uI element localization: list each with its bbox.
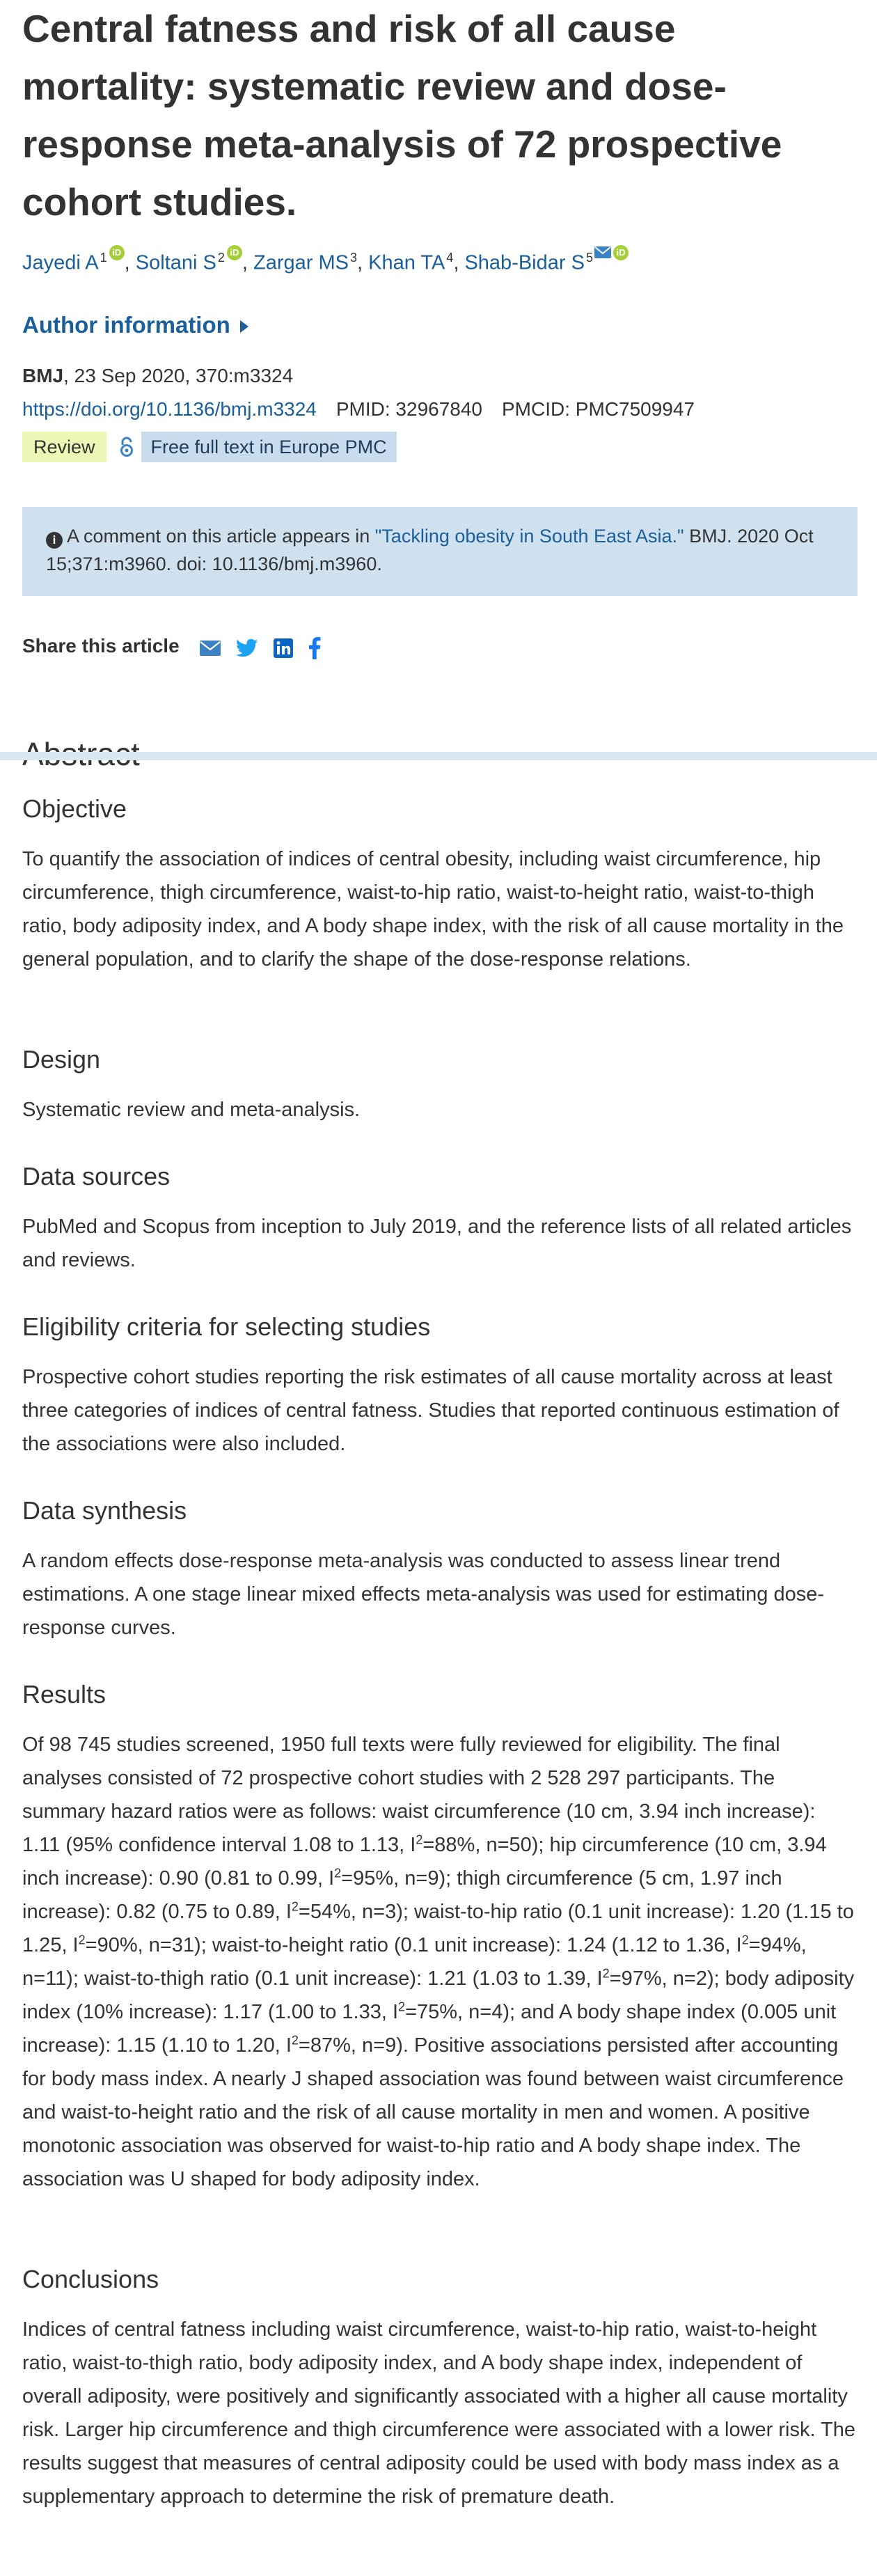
email-icon[interactable] — [594, 246, 611, 258]
comment-suffix: BMJ. 2020 Oct 15;371:m3960. doi: 10.1136/bmj.m3960. — [46, 526, 814, 574]
author-list — [22, 244, 858, 277]
author-link[interactable]: Jayedi A — [22, 251, 99, 274]
twitter-icon[interactable] — [236, 638, 258, 658]
comment-prefix: A comment on this article appears in — [67, 526, 375, 547]
share-icons — [200, 634, 330, 661]
author-affiliation: 3 — [349, 251, 357, 265]
eligibility-text: Prospective cohort studies reporting the risk estimates of all cause mortality across at least three categories of indices of central fatness. Studies that reported continuous estimation of the associations were also included. — [22, 1366, 839, 1455]
eligibility-heading: Eligibility criteria for selecting studies — [22, 1312, 431, 1341]
comment-article-link[interactable]: "Tackling obesity in South East Asia." — [374, 526, 684, 547]
caret-right-icon — [240, 320, 248, 333]
data-synthesis-text: A random effects dose-response meta-analysis was conducted to assess linear trend estimations. A one stage linear mixed effects meta-analysis was used for estimating dose-response curves. — [22, 1550, 824, 1639]
objective-heading: Objective — [22, 794, 127, 823]
author-link[interactable]: Khan TA — [368, 251, 445, 274]
journal-name: BMJ — [22, 365, 64, 386]
author-separator: , — [357, 251, 369, 274]
author-affiliation: 5 — [585, 251, 593, 265]
conclusions-heading: Conclusions — [22, 2265, 159, 2293]
linkedin-icon[interactable] — [274, 638, 293, 658]
design-text: Systematic review and meta-analysis. — [22, 1099, 361, 1121]
free-full-text-badge[interactable]: Free full text in Europe PMC — [141, 432, 397, 462]
data-synthesis-heading: Data synthesis — [22, 1496, 187, 1525]
design-heading: Design — [22, 1045, 101, 1074]
facebook-icon[interactable] — [308, 637, 321, 659]
author-separator: , — [242, 251, 253, 274]
author-link[interactable]: Shab-Bidar S — [464, 251, 585, 274]
share-label: Share this article — [22, 635, 180, 657]
review-badge: Review — [22, 432, 106, 462]
share-bar — [22, 632, 331, 661]
author-affiliation: 2 — [217, 251, 225, 265]
results-heading: Results — [22, 1680, 106, 1709]
open-access-icon — [119, 437, 134, 457]
author-link[interactable]: Soltani S — [135, 251, 216, 274]
citation-details: , 23 Sep 2020, 370:m3324 — [63, 365, 294, 386]
orcid-icon[interactable]: iD — [613, 245, 629, 260]
badge-row — [22, 432, 397, 465]
author-link[interactable]: Zargar MS — [253, 251, 349, 274]
article-title: Central fatness and risk of all cause mortality: systematic review and dose-response meta-analysis of 72 prospective cohort studies. — [22, 7, 782, 223]
info-icon: i — [46, 532, 63, 549]
results-text: Of 98 745 studies screened, 1950 full texts were fully reviewed for eligibility. The final analyses consisted of 72 prospective cohort studies with 2 528 297 participants. The summary hazard ratios were as follows: waist circumference (10 cm, 3.94 inch increase): 1.11 (95% confidence interval 1.08 to 1.13, $I^2=88\%$, n=50); hip circumference (10 cm, 3.94 inch increase): 0.90 (0.81 to 0.99, $I^2=95\%$, n=9); thigh circumference (5 cm, 1.97 inch increase): 0.82 (0.75 to 0.89, $I^2=54\%$, n=3); waist-to-hip ratio (0.1 unit increase): 1.20 (1.15 to 1.25, $I^2=90\%$, n=31); waist-to-height ratio (0.1 unit increase): 1.24 (1.12 to 1.36, $I^2=94\%$, n=11); waist-to-thigh ratio (0.1 unit increase): 1.21 (1.03 to 1.39, $I^2=97\%$, n=2); body adiposity index (10% increase): 1.17 (1.00 to 1.33, $I^2=75\%$, n=4); and A body shape index (0.005 unit increase): 1.15 (1.10 to 1.20, $I^2=87\%$, n=9). Positive associations persisted after accounting for body mass index. A nearly J shaped association was found between waist circumference and waist-to-height ratio and the risk of all cause mortality in men and women. A positive monotonic association was observed for waist-to-hip ratio and A body shape index. The association was U shaped for body adiposity index. — [22, 1734, 855, 2190]
identifier-line — [22, 395, 695, 423]
author-affiliation: 1 — [100, 251, 107, 265]
author-affiliation: 4 — [446, 251, 454, 265]
author-information-label: Author information — [22, 312, 230, 338]
author-information-toggle[interactable] — [22, 310, 248, 340]
data-sources-text: PubMed and Scopus from inception to July 2019, and the reference lists of all related articles and reviews. — [22, 1216, 852, 1271]
pmid: PMID: 32967840 — [335, 398, 482, 420]
doi-link[interactable]: https://doi.org/10.1136/bmj.m3324 — [22, 398, 317, 420]
conclusions-text: Indices of central fatness including waist circumference, waist-to-hip ratio, waist-to-height ratio, waist-to-thigh ratio, body adiposity index, and A body shape index, independent of overall adiposity, were positively and significantly associated with a higher all cause mortality risk. Larger hip circumference and thigh circumference were associated with a lower risk. The results suggest that measures of central adiposity could be used with body mass index as a supplementary approach to determine the risk of premature death. — [22, 2318, 856, 2508]
abstract-divider — [0, 752, 877, 760]
objective-text: To quantify the association of indices of central obesity, including waist circumference, hip circumference, thigh circumference, waist-to-hip ratio, waist-to-height ratio, waist-to-thigh ratio, body adiposity index, and A body shape index, with the risk of all cause mortality in the general population, and to clarify the shape of the dose-response relations. — [22, 848, 844, 971]
pmcid: PMCID: PMC7509947 — [502, 398, 695, 420]
comment-notice — [22, 507, 858, 596]
email-icon[interactable] — [200, 641, 221, 656]
data-sources-heading: Data sources — [22, 1162, 171, 1191]
citation-line — [22, 362, 293, 390]
author-separator: , — [453, 251, 465, 274]
orcid-icon[interactable]: iD — [109, 245, 125, 260]
orcid-icon[interactable]: iD — [227, 245, 242, 260]
author-separator: , — [124, 251, 136, 274]
